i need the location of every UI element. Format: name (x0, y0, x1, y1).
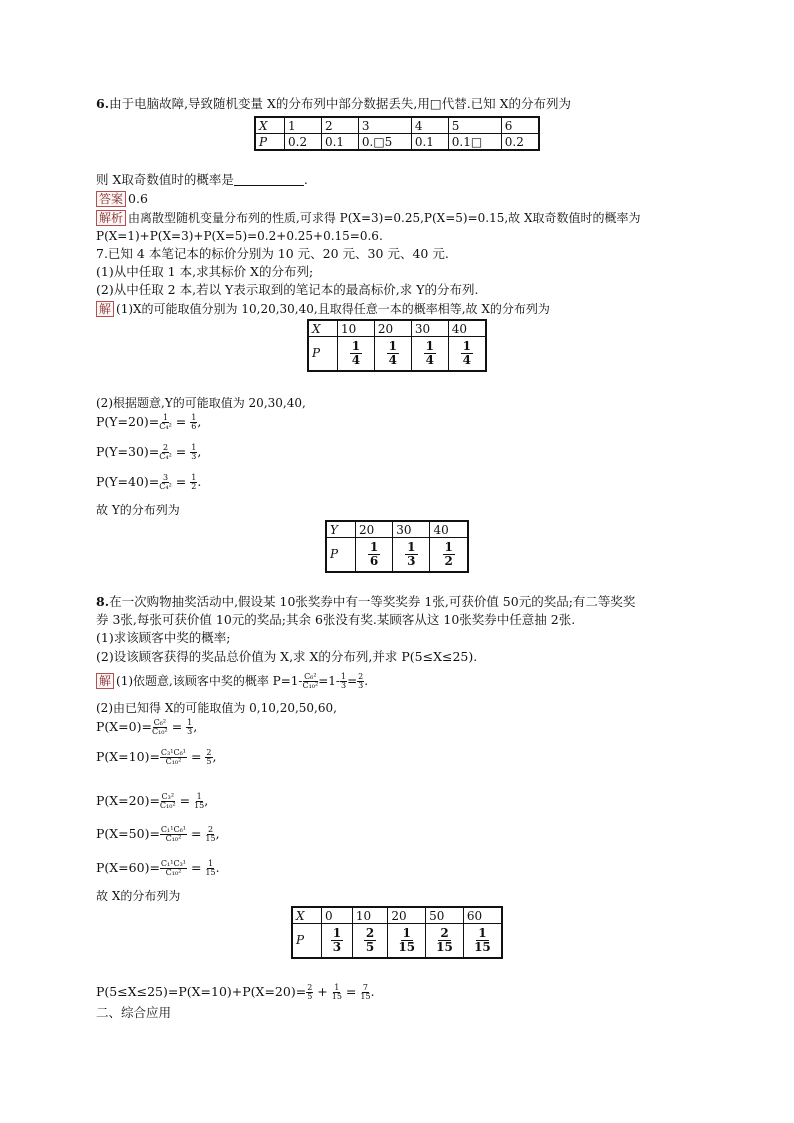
q8-number: 8. (96, 594, 110, 609)
q6-answer: 答案 0.6 (96, 191, 148, 207)
q6-ask: 则 X取奇数值时的概率是 . (96, 172, 308, 187)
answer-blank (234, 173, 304, 186)
fraction: $\frac{1}{15}$ (474, 925, 491, 954)
q6-table (254, 116, 540, 151)
fraction: $\frac{1}{2}$ (444, 539, 453, 568)
solution-tag: 解 (96, 673, 114, 689)
q7-conclude: 故 Y的分布列为 (96, 503, 180, 517)
fraction: $\frac{1}{3}$ (332, 925, 342, 954)
fraction: $\frac{1}{4}$ (351, 338, 361, 367)
q8-stem-2: 券 3张,每张可获价值 10元的奖品;其余 6张没有奖.某顾客从这 10张奖券中任意抽 2张. (96, 612, 576, 627)
fraction: $\frac{1}{6}$ (369, 539, 379, 568)
section-heading: 二、综合应用 (96, 1005, 172, 1020)
q8-eq-10: P(X=10)= $\frac{\text{C₃¹C₆¹}}{\text{C₁₀²}}$ = $\frac{2}{5}$ , (96, 748, 217, 766)
q6-stem: 6.由于电脑故障,导致随机变量 X的分布列中部分数据丢失,用□代替.已知 X的分布列为 (96, 96, 572, 111)
q7-stem: 7.已知 4 本笔记本的标价分别为 10 元、20 元、30 元、40 元. (96, 246, 449, 261)
q8-part1: (1)求该顾客中奖的概率; (96, 630, 231, 645)
q7-eq-3: P(Y=40)= $\frac{3}{\text{C₄²}}$ = $\frac{1}{2}$ . (96, 473, 202, 491)
fraction: $\frac{1}{3}$ (407, 539, 416, 568)
q8-solution-1: 解 (1)依题意,该顾客中奖的概率 P=1- $\frac{\text{C₆²}}{\text{C₁₀²}}$ =1- $\frac{1}{3}$ = $\frac{2}{3}$ . (96, 673, 368, 690)
fraction: $\frac{1}{15}$ (398, 925, 416, 954)
q7-solution-1: 解 (1)X的可能取值分别为 10,20,30,40,且取得任意一本的概率相等,故 X的分布列为 (96, 301, 550, 317)
q8-eq-60: P(X=60)= $\frac{\text{C₁¹C₃¹}}{\text{C₁₀²}}$ = $\frac{1}{15}$ . (96, 859, 220, 877)
q8-stem-1: 8.在一次购物抽奖活动中,假设某 10张奖券中有一等奖奖券 1张,可获价值 50元的奖品;有二等奖奖 (96, 594, 636, 609)
q7-eq-1: P(Y=20)= $\frac{1}{\text{C₄²}}$ = $\frac{1}{6}$ , (96, 413, 202, 431)
q8-part2: (2)设该顾客获得的奖品总价值为 X,求 X的分布列,并求 P(5≤X≤25). (96, 649, 478, 664)
analysis-tag: 解析 (96, 210, 126, 226)
table-row: P 0.2 0.1 0.□5 0.1 0.1□ 0.2 (255, 134, 539, 151)
q7-solution-2: (2)根据题意,Y的可能取值为 20,30,40, (96, 396, 306, 410)
q6-number: 6. (96, 96, 110, 111)
q8-conclude: 故 X的分布列为 (96, 889, 181, 903)
q8-eq-0: P(X=0)= $\frac{\text{C₆²}}{\text{C₁₀²}}$ = $\frac{1}{3}$ , (96, 718, 198, 736)
q7-part2: (2)从中任取 2 本,若以 Y表示取到的笔记本的最高标价,求 Y的分布列. (96, 282, 479, 297)
table-row: Y 20 30 40 (326, 521, 468, 538)
table-row: P $\frac{1}{6}$ $\frac{1}{3}$ $\frac{1}{2}$ (326, 538, 468, 572)
q7-part1: (1)从中任取 1 本,求其标价 X的分布列; (96, 264, 314, 279)
fraction: $\frac{2}{15}$ (436, 925, 453, 954)
table-row: X 0 10 20 50 60 (292, 907, 502, 924)
q8-solution-2: (2)由已知得 X的可能取值为 0,10,20,50,60, (96, 701, 337, 715)
fraction: $\frac{1}{4}$ (462, 338, 472, 367)
solution-tag: 解 (96, 301, 114, 317)
fraction: $\frac{1}{4}$ (425, 338, 434, 367)
fraction: $\frac{1}{4}$ (388, 338, 398, 367)
q8-table (291, 906, 503, 959)
q6-analysis: 解析 由离散型随机变量分布列的性质,可求得 P(X=3)=0.25,P(X=5)=0.15,故 X取奇数值时的概率为 (96, 210, 641, 226)
q8-eq-50: P(X=50)= $\frac{\text{C₁¹C₆¹}}{\text{C₁₀²}}$ = $\frac{2}{15}$ , (96, 825, 220, 843)
table-row: X 1 2 3 4 5 6 (255, 117, 539, 134)
q7-table-x (307, 319, 487, 372)
answer-tag: 答案 (96, 191, 126, 207)
fraction: $\frac{2}{5}$ (365, 925, 375, 954)
table-row: X 10 20 30 40 (308, 320, 486, 337)
q8-eq-20: P(X=20)= $\frac{\text{C₃²}}{\text{C₁₀²}}$ = $\frac{1}{15}$ , (96, 792, 209, 810)
table-row: P $\frac{1}{3}$ $\frac{2}{5}$ $\frac{1}{15}$ $\frac{2}{15}$ $\frac{1}{15}$ (292, 924, 502, 958)
q7-eq-2: P(Y=30)= $\frac{2}{\text{C₄²}}$ = $\frac{1}{3}$ , (96, 443, 202, 461)
q6-analysis-cont: P(X=1)+P(X=3)+P(X=5)=0.2+0.25+0.15=0.6. (96, 229, 383, 243)
q7-table-y (325, 520, 469, 573)
q8-final: P(5≤X≤25)=P(X=10)+P(X=20)= $\frac{2}{5}$ + $\frac{1}{15}$ = $\frac{7}{15}$ . (96, 983, 375, 1001)
table-row: P $\frac{1}{4}$ $\frac{1}{4}$ $\frac{1}{4}$ $\frac{1}{4}$ (308, 337, 486, 371)
